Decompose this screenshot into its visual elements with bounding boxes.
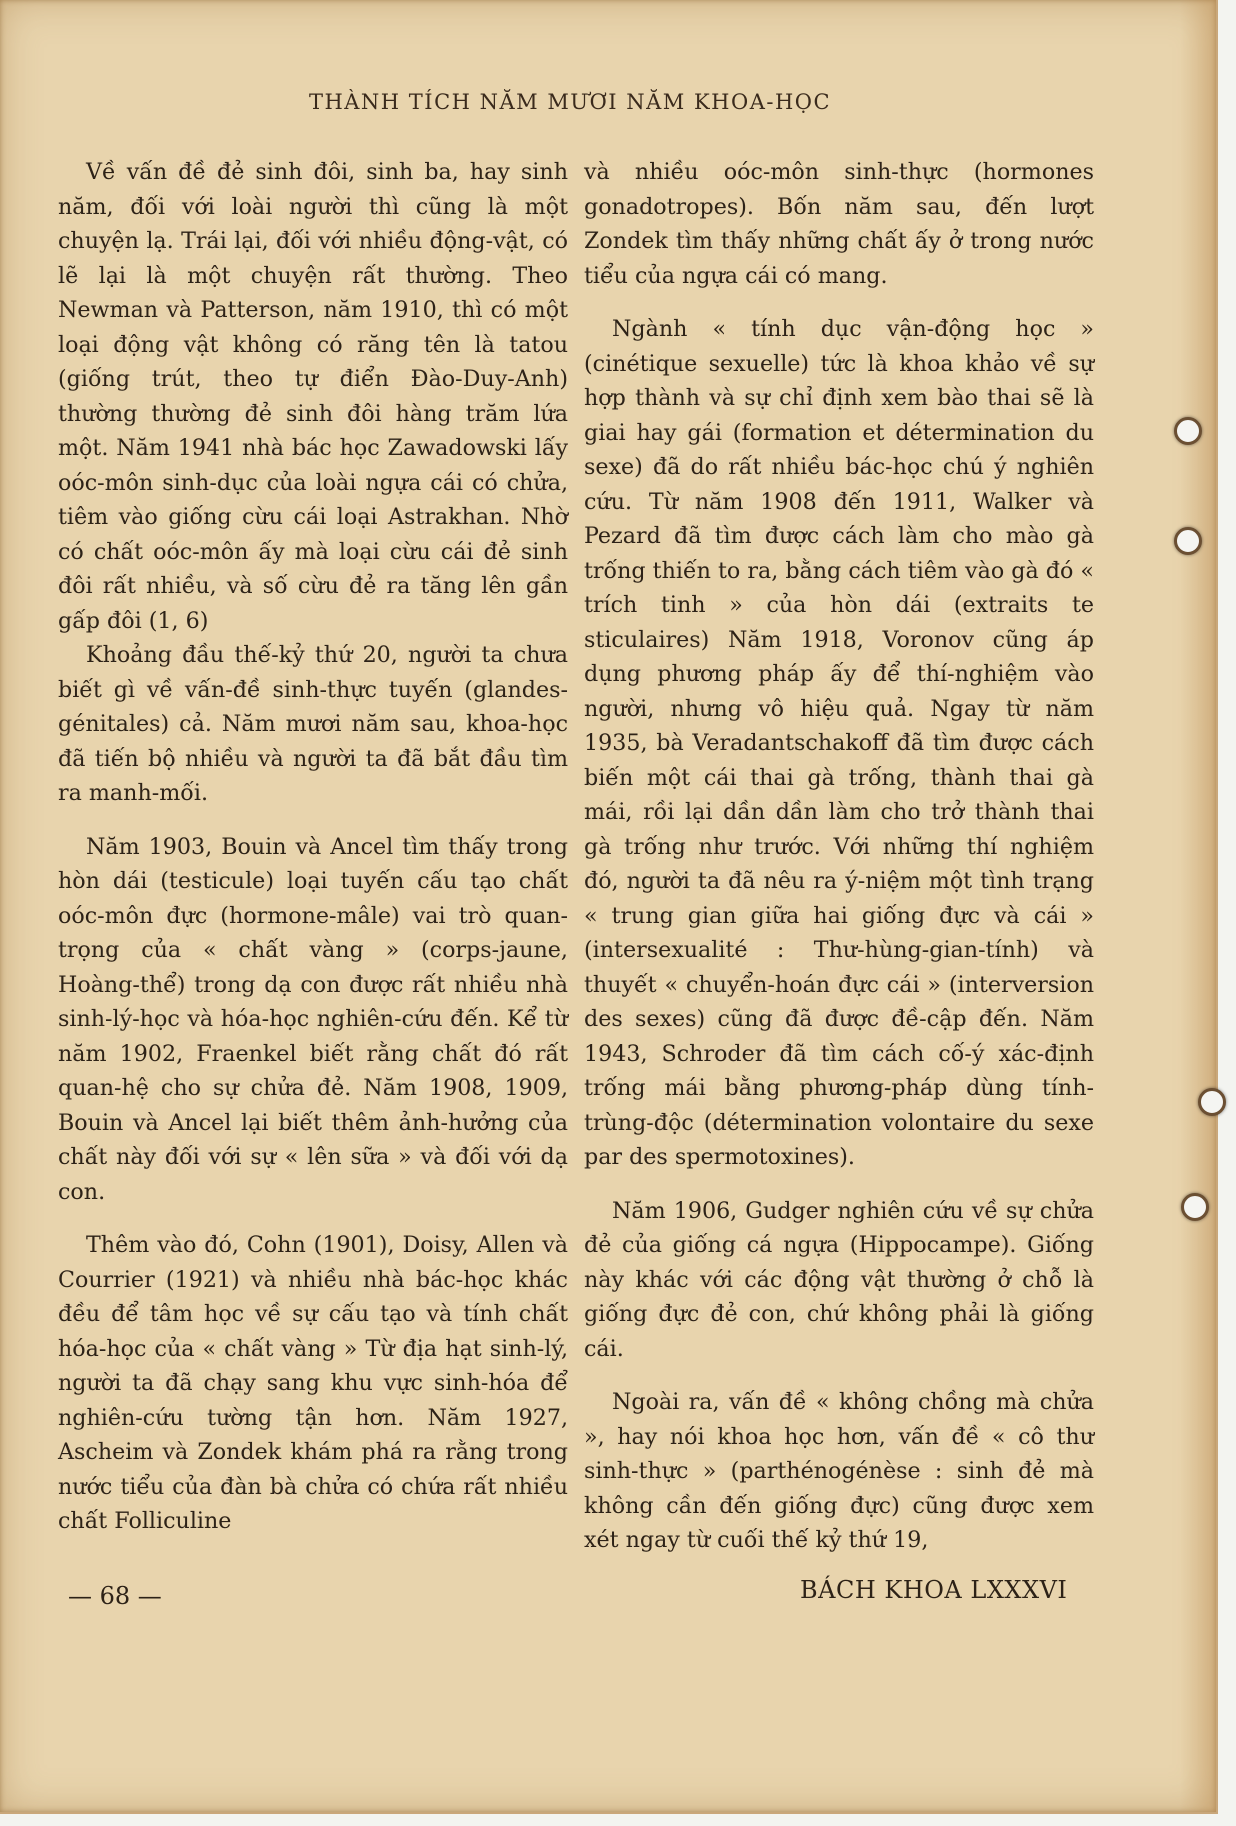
binding-hole-icon [1181,1193,1209,1221]
issue-label: BÁCH KHOA LXXXVI [800,1576,1068,1604]
paragraph: Ngành « tính dục vận-động học » (cinétique sexuelle) tức là khoa khảo về sự hợp thành và sự chỉ định xem bào thai sẽ là giai hay gái (formation et détermination du sexe) đã do rất nhiều bác-học chú ý nghiên cứu. Từ năm 1908 đến 1911, Walker và Pezard đã tìm được cách làm cho mào gà trống thiến to ra, bằng cách tiêm vào gà đó « trích tinh » của hòn dái (extraits te sticulaires) Năm 1918, Voronov cũng áp dụng phương pháp ấy để thí-nghiệm vào người, nhưng vô hiệu quả. Ngay từ năm 1935, bà Veradantschakoff đã tìm được cách biến một cái thai gà trống, thành thai gà mái, rồi lại dần dần làm cho trở thành thai gà trống như trước. Với những thí nghiệm đó, người ta đã nêu ra ý-niệm một tình trạng « trung gian giữa hai giống đực và cái » (intersexualité : Thư-hùng-gian-tính) và thuyết « chuyển-hoán đực cái » (interversion des sexes) cũng đã được đề-cập đến. Năm 1943, Schroder đã tìm cách cố-ý xác-định trống mái bằng phương-pháp dùng tính-trùng-độc (détermination volontaire du sexe par des spermotoxines). [584,316,1094,1170]
paragraph: Năm 1906, Gudger nghiên cứu về sự chửa đẻ của giống cá ngựa (Hippocampe). Giống này khác với các động vật thường ở chỗ là giống đực đẻ con, chứ không phải là giống cái. [584,1197,1094,1362]
page-number: — 68 — [68,1582,162,1610]
paragraph: Thêm vào đó, Cohn (1901), Doisy, Allen và Courrier (1921) và nhiều nhà bác-học khác đều để tâm học về sự cấu tạo và tính chất hóa-học của « chất vàng » Từ địa hạt sinh-lý, người ta đã chạy sang khu vực sinh-hóa để nghiên-cứu tường tận hơn. Năm 1927, Ascheim và Zondek khám phá ra rằng trong nước tiểu của đàn bà chửa có chứa rất nhiều chất Folliculine [58,1232,568,1534]
paragraph: Về vấn đề đẻ sinh đôi, sinh ba, hay sinh năm, đối với loài người thì cũng là một chuyện lạ. Trái lại, đối với nhiều động-vật, có lẽ lại là một chuyện rất thường. Theo Newman và Patterson, năm 1910, thì có một loại động vật không có răng tên là tatou (giống trút, theo tự điển Đào-Duy-Anh) thường thường đẻ sinh đôi hàng trăm lứa một. Năm 1941 nhà bác học Zawadowski lấy oóc-môn sinh-dục của loài ngựa cái có chửa, tiêm vào giống cừu cái loại Astrakhan. Nhờ có chất oóc-môn ấy mà loại cừu cái đẻ sinh đôi rất nhiều, và số cừu đẻ ra tăng lên gần gấp đôi (1, 6) [58,159,568,634]
paragraph: Năm 1903, Bouin và Ancel tìm thấy trong hòn dái (testicule) loại tuyến cấu tạo chất oóc-môn đực (hormone-mâle) vai trò quan-trọng của « chất vàng » (corps-jaune, Hoàng-thể) trong dạ con được rất nhiều nhà sinh-lý-học và hóa-học nghiên-cứu đến. Kể từ năm 1902, Fraenkel biết rằng chất đó rất quan-hệ cho sự chửa đẻ. Năm 1908, 1909, Bouin và Ancel lại biết thêm ảnh-hưởng của chất này đối với sự « lên sữa » và đối với dạ con. [58,833,568,1205]
paragraph: và nhiều oóc-môn sinh-thực (hormones gonadotropes). Bốn năm sau, đến lượt Zondek tìm thấy những chất ấy ở trong nước tiểu của ngựa cái có mang. [584,159,1094,289]
binding-hole-icon [1174,527,1202,555]
binding-hole-icon [1198,1088,1226,1116]
left-column [58,155,568,1539]
right-column [584,155,1094,1558]
page-edge-shading [1180,0,1216,1812]
running-head: THÀNH TÍCH NĂM MƯƠI NĂM KHOA-HỌC [308,90,832,114]
paragraph: Ngoài ra, vấn đề « không chồng mà chửa », hay nói khoa học hơn, vấn đề « cô thư sinh-thực » (parthénogénèse : sinh đẻ mà không cần đến giống đực) cũng được xem xét ngay từ cuối thế kỷ thứ 19, [584,1389,1094,1553]
binding-hole-icon [1174,417,1202,445]
paragraph: Khoảng đầu thế-kỷ thứ 20, người ta chưa biết gì về vấn-đề sinh-thực tuyến (glandes-génitales) cả. Năm mươi năm sau, khoa-học đã tiến bộ nhiều và người ta đã bắt đầu tìm ra manh-mối. [58,642,568,806]
